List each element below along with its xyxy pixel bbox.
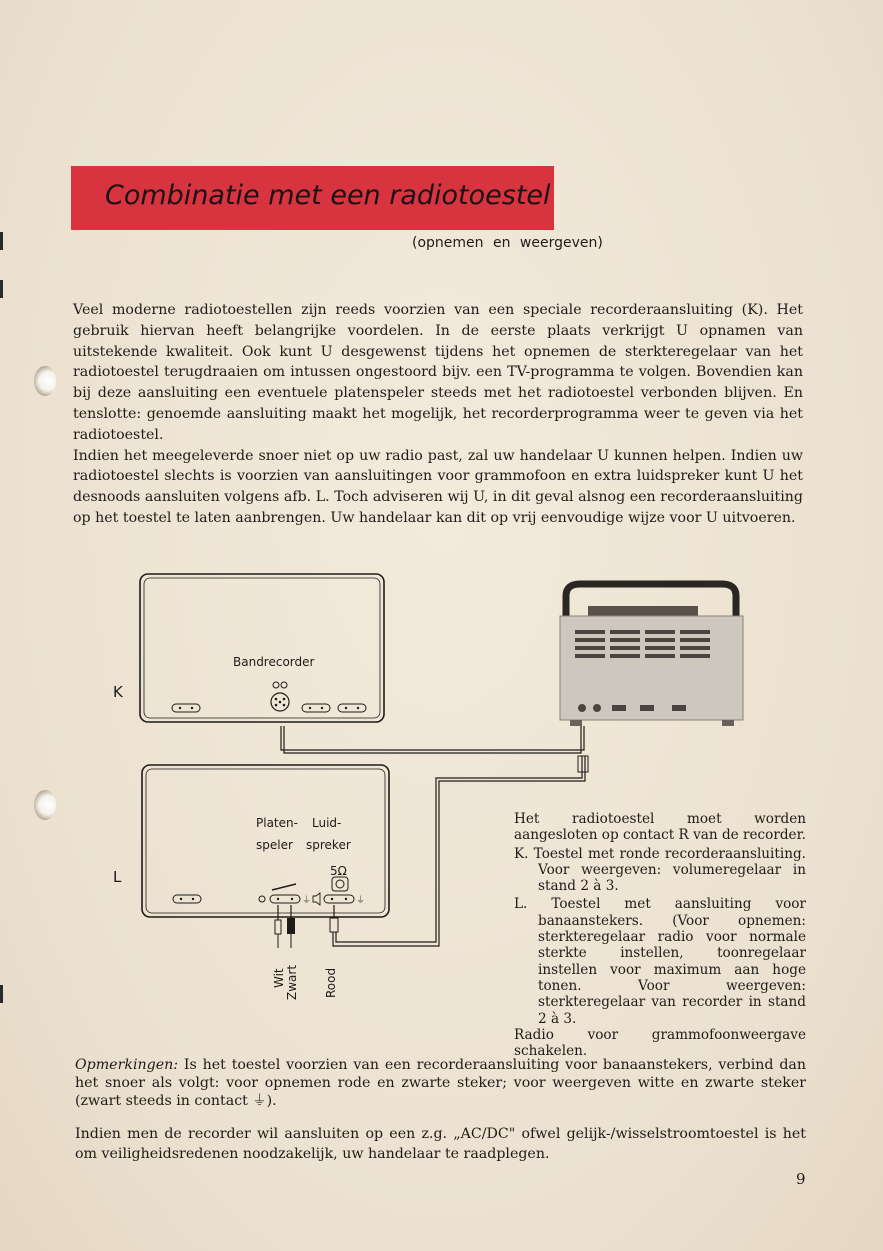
- wire-wit-label: Wit: [272, 968, 286, 988]
- note-intro: Het radiotoestel moet worden aangesloten op contact R van de recorder.: [514, 811, 806, 844]
- round-socket-icon: [271, 693, 289, 711]
- page-subtitle: (opnemen en weergeven): [412, 235, 603, 251]
- impedance-label: 5Ω: [330, 864, 347, 878]
- remarks-text: Is het toestel voorzien van een recorderaansluiting voor banaanstekers, verbind dan het snoer als volgt: voor opnemen rode en zwarte steker; voor weergeven witte en zwarte steker (zwart steeds in contact ⏚).: [75, 1057, 806, 1109]
- edge-mark: [0, 232, 3, 250]
- pickup-arm-icon: [272, 884, 296, 890]
- label-k: K: [113, 683, 123, 701]
- radio-l: [142, 765, 389, 917]
- edge-mark: [0, 280, 3, 298]
- earth-icon: ⏚: [356, 896, 366, 906]
- record-icon: [259, 896, 265, 902]
- luid-label: Luid-: [312, 816, 342, 830]
- wire-zwart-label: Zwart: [285, 964, 299, 1000]
- note-item-l: L. Toestel met aansluiting voor banaanstekers. (Voor opnemen: sterkteregelaar radio voor normale sterkte instellen, toonregelaar instellen voor maximum aan hoge tonen. Voor weergeven: sterkteregelaar van recorder in stand 2 à 3.: [514, 896, 806, 1027]
- spreker-label: spreker: [306, 838, 351, 852]
- earth-icon: ⏚: [302, 896, 312, 906]
- paragraph: Veel moderne radiotoestellen zijn reeds voorzien van een speciale recorderaansluiting (K). Het gebruik hiervan heeft belangrijke voordelen. In de eerste plaats verkrijgt U opnamen van uitstekende kwaliteit. Ook kunt U desgewenst tijdens het opnemen de sterkteregelaar van het radiotoestel terugdraaien om intussen ongestoord bijv. een TV-programma te volgen. Bovendien kan bij deze aansluiting een eventuele platenspeler steeds met het radiotoestel verbonden blijven. En tenslotte: genoemde aansluiting maakt het mogelijk, het recorderprogramma weer te geven via het radiotoestel.: [73, 302, 803, 443]
- radio-illustration: [560, 584, 743, 726]
- final-paragraph: Indien men de recorder wil aansluiten op een z.g. „AC/DC" ofwel gelijk-/wisselstroomtoestel is het om veiligheidsredenen noodzakelijk, uw handelaar te raadplegen.: [75, 1126, 806, 1162]
- speaker-icon: [313, 893, 320, 905]
- tape-symbol-icon: [273, 682, 287, 688]
- remarks-label: Opmerkingen:: [75, 1057, 179, 1073]
- speler-label: speler: [256, 838, 293, 852]
- banana-plugs: [275, 905, 338, 948]
- recorder-k: [140, 574, 384, 722]
- intro-text: [73, 300, 803, 529]
- connection-notes: [514, 811, 806, 1059]
- punch-hole: [34, 366, 56, 396]
- page-number: 9: [796, 1170, 806, 1188]
- label-l: L: [113, 868, 122, 886]
- paragraph: Indien het meegeleverde snoer niet op uw radio past, zal uw handelaar U kunnen helpen. Indien uw radiotoestel slechts is voorzien van aansluitingen voor grammofoon en extra luidspreker kunt U het desnoods aansluiten volgens afb. L. Toch adviseren wij U, in dit geval alsnog een recorderaansluiting op het toestel te laten aanbrengen. Uw handelaar kan dit op vrij eenvoudige wijze voor U uitvoeren.: [73, 447, 803, 526]
- title-banner: [71, 166, 554, 230]
- note-item-k: K. Toestel met ronde recorderaansluiting. Voor weergeven: volumeregelaar in stand 2 à 3.: [514, 845, 806, 895]
- note-outro: Radio voor grammofoonweergave schakelen.: [514, 1026, 806, 1060]
- page-title: Combinatie met een radiotoestel: [105, 180, 551, 211]
- remarks: [75, 1056, 806, 1110]
- wire-rood-label: Rood: [324, 967, 338, 998]
- speaker-socket-icon: [332, 877, 348, 891]
- platen-label: Platen-: [256, 816, 298, 830]
- recorder-label: Bandrecorder: [233, 655, 315, 669]
